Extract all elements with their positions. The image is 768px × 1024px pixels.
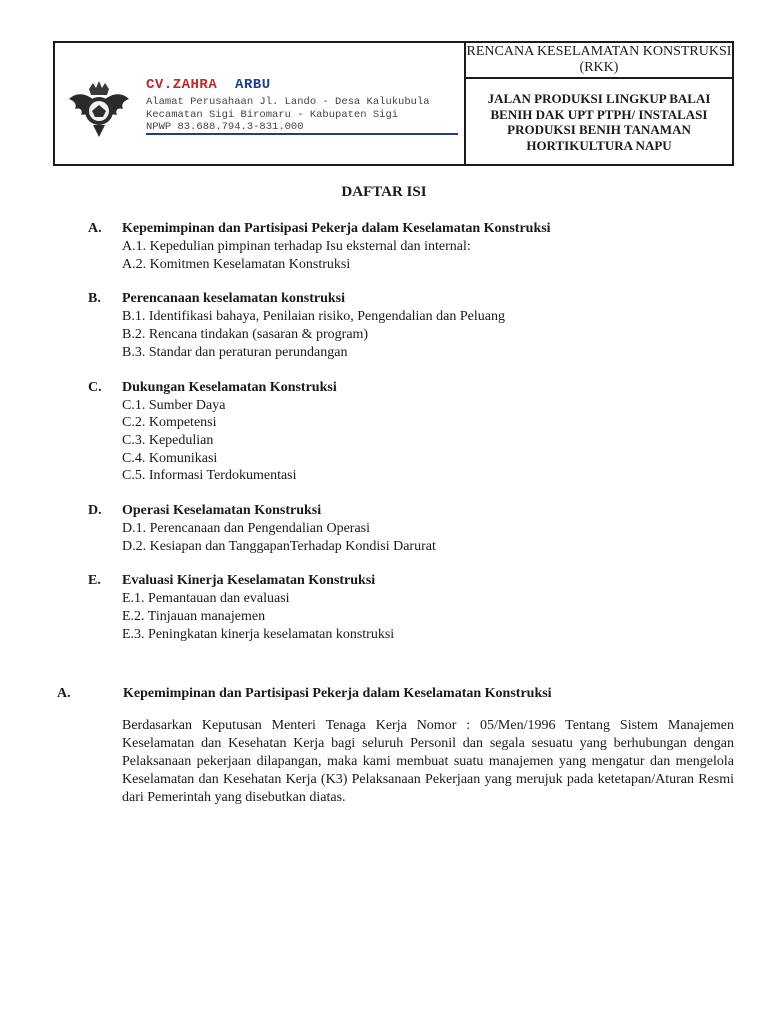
toc-item: B.1. Identifikasi bahaya, Penilaian risiko, Pengendalian dan Peluang (122, 309, 505, 325)
toc-item: C.5. Informasi Terdokumentasi (122, 468, 297, 484)
toc-item: D.2. Kesiapan dan TanggapanTerhadap Kondisi Darurat (122, 538, 436, 554)
toc-item: A.1. Kepedulian pimpinan terhadap Isu eksternal dan internal: (122, 239, 471, 254)
toc-item: B.3. Standar dan peraturan perundangan (122, 344, 348, 360)
toc-item: E.2. Tinjauan manajemen (122, 609, 266, 625)
company-address (146, 96, 430, 134)
section-letter: A. (57, 686, 71, 701)
section-title: Evaluasi Kinerja Keselamatan Konstruksi (122, 573, 376, 589)
toc-section-e (88, 572, 728, 643)
toc-item: C.3. Kepedulian (122, 432, 214, 448)
company-divider (146, 133, 458, 135)
section-letter: D. (88, 503, 102, 519)
toc-section-a (88, 220, 728, 273)
toc-item: C.1. Sumber Daya (122, 397, 226, 413)
section-title: Kepemimpinan dan Partisipasi Pekerja dalam Keselamatan Konstruksi (123, 686, 552, 701)
toc-section-c (88, 379, 728, 486)
toc-item: B.2. Rencana tindakan (sasaran & program) (122, 327, 369, 343)
toc-item: E.3. Peningkatan kinerja keselamatan konstruksi (122, 626, 395, 642)
toc-item: A.2. Komitmen Keselamatan Konstruksi (122, 256, 351, 272)
section-letter: C. (88, 379, 102, 395)
company-block (55, 43, 466, 164)
company-name-blue: ARBU (235, 77, 271, 93)
toc-section-d (88, 502, 728, 555)
section-title: Operasi Keselamatan Konstruksi (122, 503, 322, 519)
section-letter: B. (88, 291, 101, 307)
document-header (53, 41, 734, 166)
section-letter: E. (88, 573, 101, 589)
rkk-title: RENCANA KESELAMATAN KONSTRUKSI (RKK) (466, 43, 732, 79)
toc-item: C.2. Kompetensi (122, 415, 217, 431)
toc-section-b (88, 290, 728, 361)
toc-item: D.1. Perencanaan dan Pengendalian Operasi (122, 521, 371, 537)
toc-item: E.1. Pemantauan dan evaluasi (122, 591, 290, 607)
section-title: Dukungan Keselamatan Konstruksi (122, 379, 337, 395)
eagle-crest-icon (67, 75, 131, 141)
address-line: Alamat Perusahaan Jl. Lando - Desa Kalukubula (146, 96, 430, 108)
body-section-heading (57, 686, 552, 702)
address-line: Kecamatan Sigi Biromaru - Kabupaten Sigi (146, 108, 399, 121)
table-of-contents (88, 220, 728, 661)
toc-title: DAFTAR ISI (341, 184, 427, 200)
toc-item: C.4. Komunikasi (122, 450, 218, 466)
company-name-red: ZAHRA (172, 77, 218, 93)
section-title: Kepemimpinan dan Partisipasi Pekerja dalam Keselamatan Konstruksi (122, 221, 551, 236)
section-letter: A. (88, 221, 102, 236)
company-name (146, 77, 271, 93)
project-title: JALAN PRODUKSI LINGKUP BALAI BENIH DAK UPT PTPH/ INSTALASI PRODUKSI BENIH TANAMAN HORTIKULTURA NAPU (487, 91, 711, 153)
npwp-line: NPWP 83.688.794.3-831.000 (146, 121, 304, 133)
body-paragraph: Berdasarkan Keputusan Menteri Tenaga Kerja Nomor : 05/Men/1996 Tentang Sistem Manajemen Keselamatan dan Kesehatan Kerja bagi seluruh Personil dan segala sesuatu yang berhubungan dengan Pelaksanaan pekerjaan dilapangan, maka kami membuat suatu manajemen yang mengatur dan mengelola Keselamatan dan Kesehatan Kerja (K3) Pelaksanaan Pekerjaan yang merujuk pada ketetapan/Aturan Resmi dari Pemerintah yang disebutkan diatas. (122, 718, 734, 805)
section-title: Perencanaan keselamatan konstruksi (122, 291, 345, 307)
title-block (466, 43, 732, 164)
company-prefix: CV. (146, 77, 173, 93)
